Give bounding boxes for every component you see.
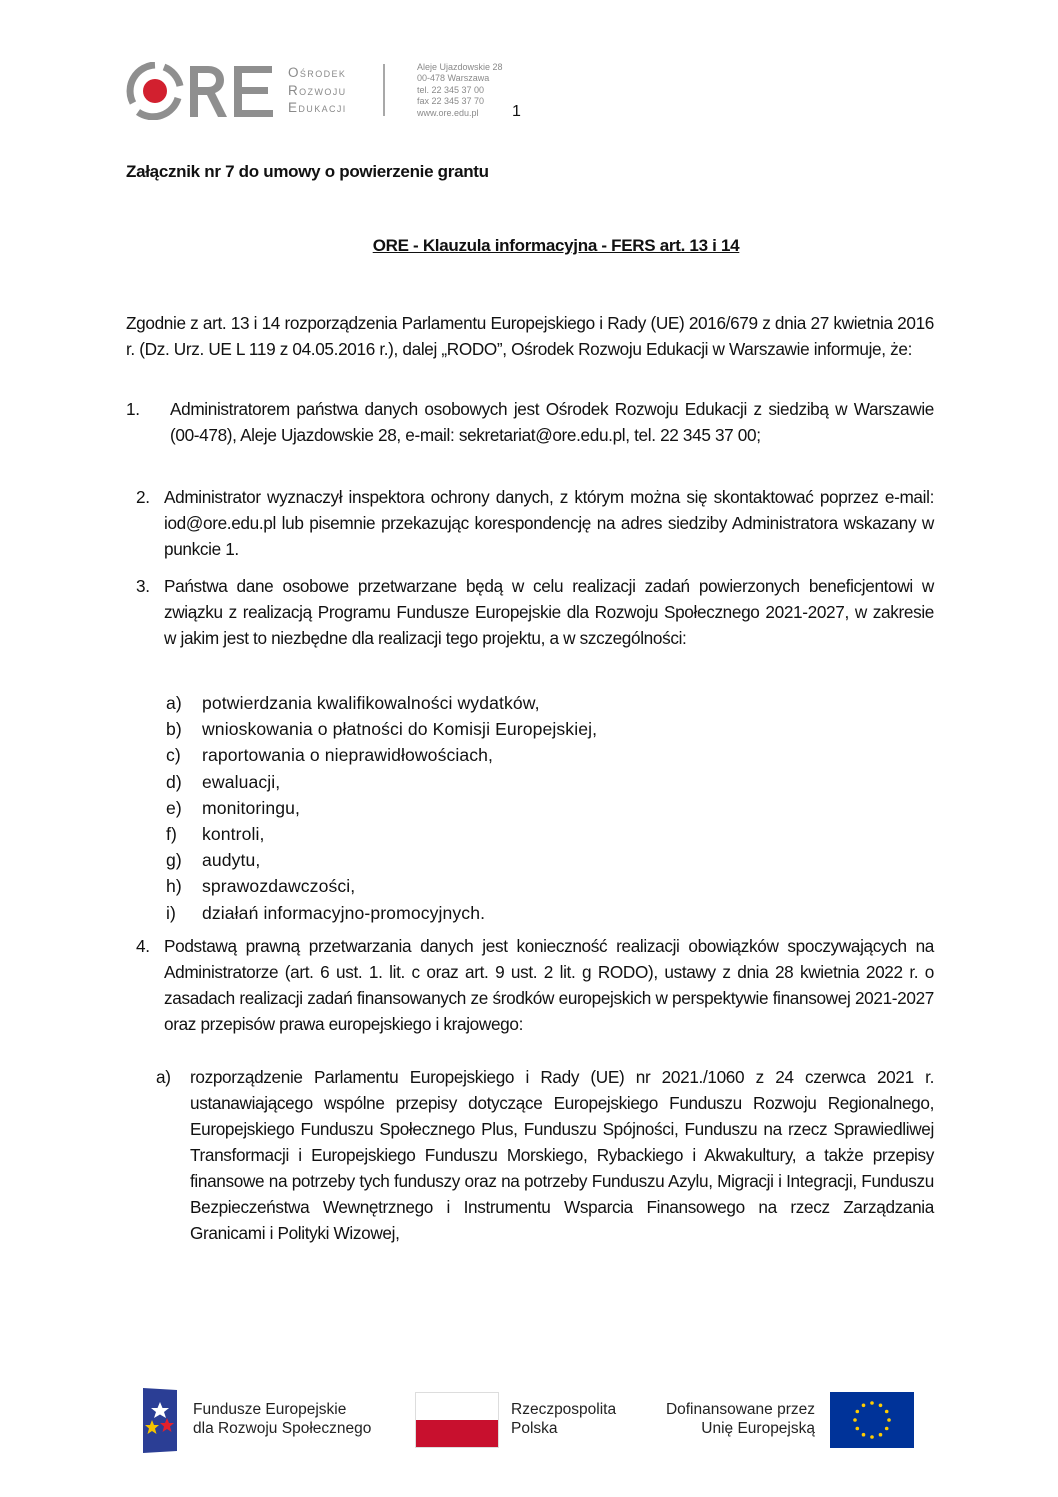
address-line: fax 22 345 37 70 xyxy=(417,96,485,107)
eu-star-icon xyxy=(856,1410,860,1414)
ore-logo-letters xyxy=(190,66,273,117)
sublist-text: monitoringu, xyxy=(202,797,301,818)
address-line: www.ore.edu.pl xyxy=(417,107,479,118)
document-title: ORE - Klauzula informacyjna - FERS art. 13 i 14 xyxy=(372,236,740,255)
list-number: 1. xyxy=(126,399,140,419)
org-name-line: Edukacji xyxy=(288,100,347,115)
sublist-text: potwierdzania kwalifikowalności wydatków, xyxy=(202,693,540,713)
eu-star-icon xyxy=(885,1410,889,1414)
ore-logo xyxy=(126,62,276,120)
legal-basis-subitem-a xyxy=(156,1064,934,1246)
eu-star-icon xyxy=(853,1418,857,1422)
eu-star-icon xyxy=(870,1435,874,1439)
sublist-letter: h) xyxy=(166,876,182,897)
header-divider xyxy=(383,64,385,116)
list-item-text xyxy=(126,396,934,448)
address-line: 00-478 Warszawa xyxy=(417,73,490,84)
eu-star-icon xyxy=(862,1404,866,1408)
sublist-text: raportowania o nieprawidłowościach, xyxy=(202,745,494,766)
eu-star-icon xyxy=(885,1427,889,1431)
list-item-2 xyxy=(126,484,934,562)
sublist-letter: e) xyxy=(166,797,182,818)
eu-star-icon xyxy=(887,1418,891,1422)
sublist-letter: d) xyxy=(166,771,182,792)
list-item-1 xyxy=(126,396,934,448)
list-number: 3. xyxy=(136,576,150,596)
org-name-line: Ośrodek xyxy=(288,65,347,80)
sublist-letter: f) xyxy=(166,823,177,844)
page-number: 1 xyxy=(512,103,521,120)
list-item-text-content: Podstawą prawną przetwarzania danych jest konieczność realizacji obowiązków spoczywających na Administratorze (art. 6 ust. 1. lit. c oraz art. 9 ust. 2 lit. g RODO), ustawy z dnia 28 kwietnia 2022 r. o zasadach realizacji zadań finansowanych ze środków europejskich w perspektywie finansowej 2021-2027 oraz przepisów prawa europejskiego i krajowego: xyxy=(164,936,934,1034)
list-item-text xyxy=(126,933,934,1037)
sublist-letter: a) xyxy=(156,1067,171,1087)
sublist-text: ewaluacji, xyxy=(202,771,281,792)
sublist-text xyxy=(156,1064,934,1246)
fundusze-europejskie-logo-icon xyxy=(140,1388,180,1453)
pl-line: Rzeczpospolita xyxy=(511,1401,617,1418)
pl-line: Polska xyxy=(511,1420,558,1437)
list-item-text xyxy=(126,484,934,562)
list-item-4 xyxy=(126,933,934,1037)
list-item-text-content: Państwa dane osobowe przetwarzane będą w celu realizacji zadań powierzonych beneficjentowi w związku z realizacją Programu Fundusze Europejskie dla Rozwoju Społecznego 2021-2027, w zakresie w jakim jest to niezbędne dla realizacji tego projektu, a w szczególności: xyxy=(164,576,934,648)
fundusze-europejskie-text xyxy=(193,1400,371,1438)
intro-paragraph: Zgodnie z art. 13 i 14 rozporządzenia Parlamentu Europejskiego i Rady (UE) 2016/679 z dnia 27 kwietnia 2016 r. (Dz. Urz. UE L 119 z 04.05.2016 r.), dalej „RODO”, Ośrodek Rozwoju Edukacji w Warszawie informuje, że: xyxy=(126,313,934,359)
annex-title: Załącznik nr 7 do umowy o powierzenie grantu xyxy=(126,162,489,181)
org-name xyxy=(288,64,347,117)
eu-line: Dofinansowane przez xyxy=(665,1401,815,1418)
fe-line: Fundusze Europejskie xyxy=(193,1401,347,1418)
eu-line: Unię Europejską xyxy=(701,1420,815,1437)
sublist-text: wnioskowania o płatności do Komisji Europejskiej, xyxy=(202,719,598,740)
list-item-text-content: Administrator wyznaczył inspektora ochrony danych, z którym można się skontaktować poprzez e-mail: iod@ore.edu.pl lub pisemnie przekazując korespondencję na adres siedziby Administratora wskazany w punkcie 1. xyxy=(164,487,934,559)
address-line: Aleje Ujazdowskie 28 xyxy=(417,62,503,72)
sublist-text-content: rozporządzenie Parlamentu Europejskiego i Rady (UE) nr 2021./1060 z 24 czerwca 2021 r. ustanawiającego wspólne przepisy dotyczące Europejskiego Funduszu Rozwoju Regionalnego, Europejskiego Funduszu Społecznego Plus, Funduszu Spójności, Funduszu na rzecz Sprawiedliwej Transformacji i Europejskiego Funduszu Morskiego, Rybackiego i Akwakultury, a także przepisy finansowe na potrzeby tych funduszy oraz na potrzeby Funduszu Azylu, Migracji i Integracji, Funduszu Bezpieczeństwa Wewnętrznego i Instrumentu Wsparcia Finansowego na rzecz Zarządzania Granicami i Polityki Wizowej, xyxy=(190,1067,934,1243)
list-item-text xyxy=(126,573,934,651)
sublist-text: audytu, xyxy=(202,850,261,871)
polish-flag-icon xyxy=(415,1392,499,1448)
eu-star-icon xyxy=(870,1401,874,1405)
eu-star-icon xyxy=(879,1404,883,1408)
ore-logo-ring-icon xyxy=(130,65,180,117)
rzeczpospolita-polska-text xyxy=(511,1400,616,1438)
sublist-letter: c) xyxy=(166,745,181,766)
eu-star-icon xyxy=(862,1433,866,1437)
sublist-letter: a) xyxy=(166,693,182,713)
address-line: tel. 22 345 37 00 xyxy=(417,84,485,95)
eu-star-icon xyxy=(856,1427,860,1431)
list-number: 2. xyxy=(136,487,150,507)
eu-cofinanced-text xyxy=(655,1400,815,1438)
sublist-letter: g) xyxy=(166,850,182,871)
list-item-text-content: Administratorem państwa danych osobowych jest Ośrodek Rozwoju Edukacji z siedzibą w Warszawie (00-478), Aleje Ujazdowskie 28, e-mail: sekretariat@ore.edu.pl, tel. 22 345 37 00; xyxy=(170,399,934,445)
sublist-text: sprawozdawczości, xyxy=(202,876,356,897)
list-item-3 xyxy=(126,573,934,651)
sublist-text: działań informacyjno-promocyjnych. xyxy=(202,902,486,923)
sublist-text: kontroli, xyxy=(202,823,265,844)
fe-line: dla Rozwoju Społecznego xyxy=(193,1420,372,1437)
org-name-line: Rozwoju xyxy=(288,82,347,98)
sublist-letter: b) xyxy=(166,719,182,740)
list-number: 4. xyxy=(136,936,150,956)
eu-flag-icon xyxy=(830,1392,914,1448)
org-address xyxy=(417,62,503,119)
sublist-letter: i) xyxy=(166,902,176,923)
eu-star-icon xyxy=(879,1433,883,1437)
